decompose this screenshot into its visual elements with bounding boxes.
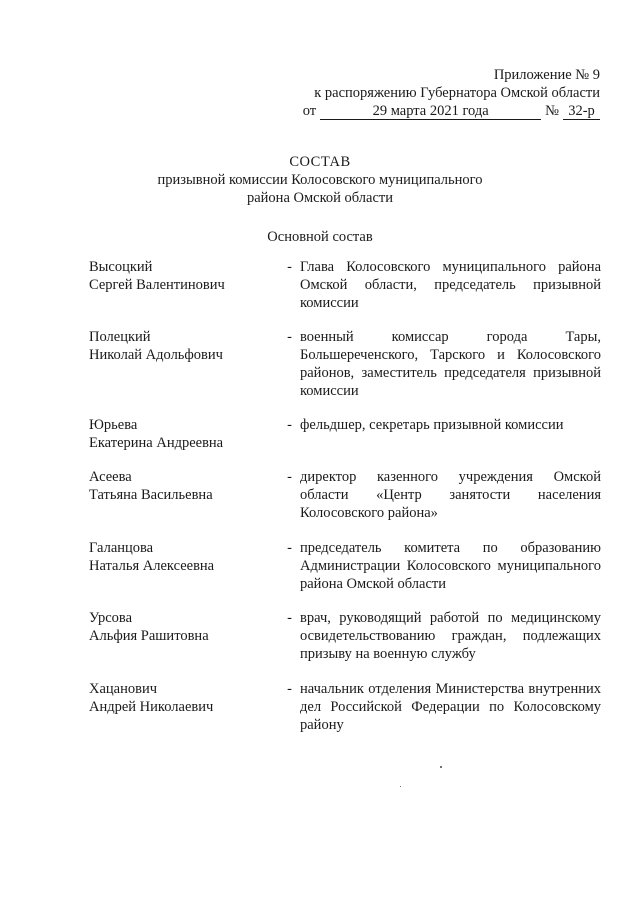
member-dash: - [287,681,292,697]
title-line-1: призывной комиссии Колосовского муниципального [157,172,483,188]
member-role: председатель комитета по образованию Администрации Колосовского муниципального района Омской области [300,540,601,592]
appendix-number: Приложение № 9 [493,67,600,83]
title-main: СОСТАВ [289,154,351,170]
member-surname: Юрьева [89,417,138,433]
member-surname: Урсова [89,610,133,626]
member-role: военный комиссар города Тары, Большереченского, Тарского и Колосовского районов, заместитель председателя призывной комиссии [300,329,601,399]
member-name [89,258,279,294]
document-title [0,153,640,207]
member-name [89,328,279,364]
order-number: 32-р [563,104,600,120]
member-row [89,416,601,468]
member-dash: - [287,540,292,556]
appendix-date-line [280,102,600,120]
member-surname: Высоцкий [89,259,153,275]
member-surname: Хацанович [89,681,158,697]
member-row [89,468,601,539]
appendix-order-reference: к распоряжению Губернатора Омской области [314,85,600,101]
member-given-name: Татьяна Васильевна [89,487,213,503]
member-name [89,680,279,716]
member-row [89,680,601,750]
title-line-2: района Омской области [246,190,393,206]
member-dash: - [287,469,292,485]
member-role: Глава Колосовского муниципального района Омской области, председатель призывной комиссии [300,259,601,311]
member-role: фельдшер, секретарь призывной комиссии [300,417,564,433]
member-row [89,328,601,416]
member-given-name: Наталья Алексеевна [89,558,215,574]
member-surname: Галанцова [89,540,154,556]
member-given-name: Екатерина Андреевна [89,435,224,451]
member-role: директор казенного учреждения Омской области «Центр занятости населения Колосовского района» [300,469,601,521]
member-surname: Асеева [89,469,132,485]
member-role: врач, руководящий работой по медицинскому освидетельствованию граждан, подлежащих призыву на военную службу [300,610,601,662]
member-name [89,468,279,504]
member-role: начальник отделения Министерства внутренних дел Российской Федерации по Колосовскому району [300,681,601,733]
section-heading: Основной состав [267,229,373,245]
member-given-name: Сергей Валентинович [89,277,225,293]
scan-speck [440,766,442,768]
members-list [89,258,601,750]
order-date: 29 марта 2021 года [320,104,541,120]
member-row [89,539,601,609]
appendix-header [280,66,600,120]
member-name [89,609,279,645]
member-name [89,416,279,452]
from-label: от [302,103,317,119]
member-given-name: Николай Адольфович [89,347,223,363]
member-surname: Полецкий [89,329,151,345]
member-dash: - [287,259,292,275]
member-dash: - [287,329,292,345]
number-label: № [545,103,559,119]
member-given-name: Андрей Николаевич [89,699,214,715]
scan-speck [400,786,401,787]
member-name [89,539,279,575]
member-row [89,258,601,328]
member-row [89,609,601,680]
member-given-name: Альфия Рашитовна [89,628,209,644]
member-dash: - [287,610,292,626]
member-dash: - [287,417,292,433]
